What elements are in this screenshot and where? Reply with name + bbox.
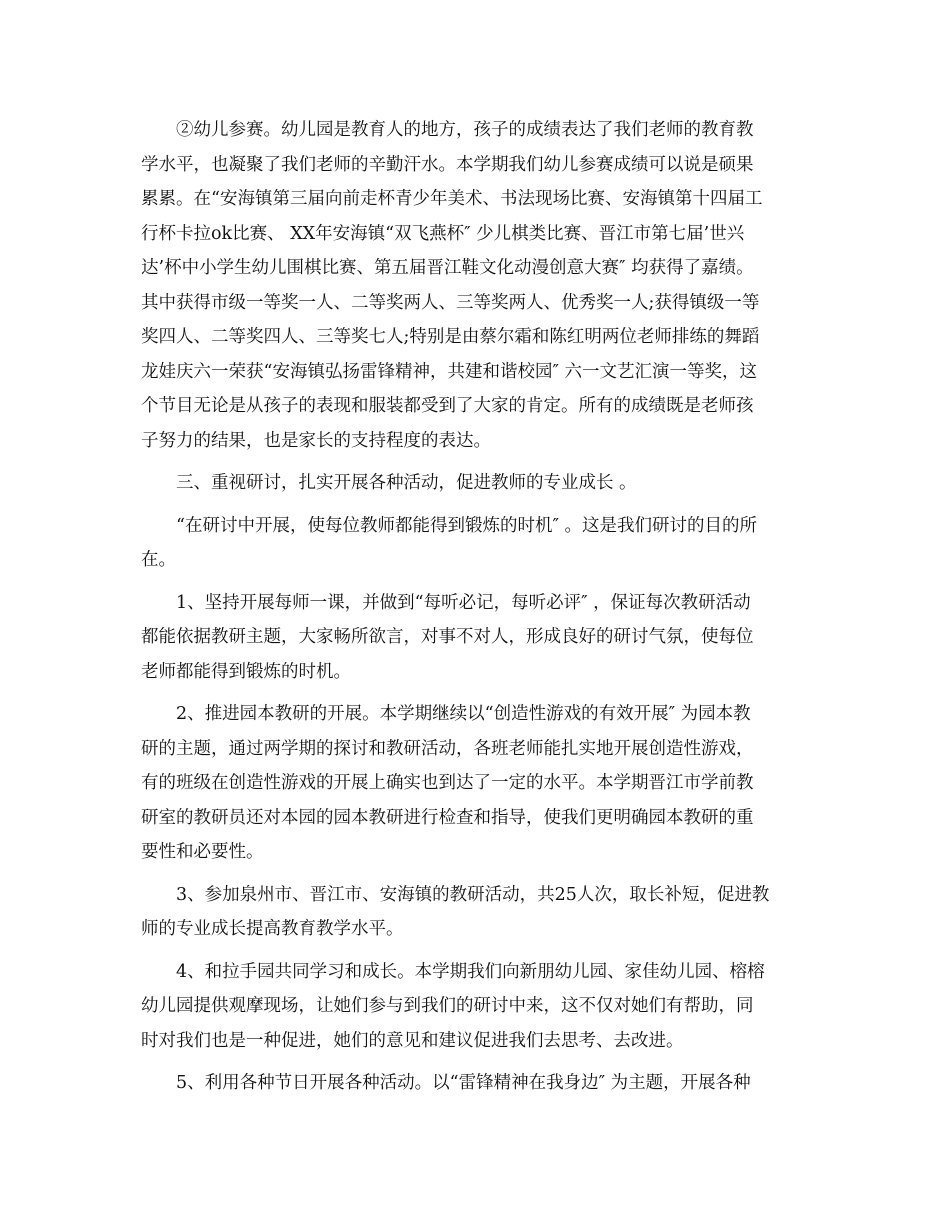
text-line: “在研讨中开展，使每位教师都能得到锻炼的时机″ 。这是我们研讨的目的所 (176, 515, 758, 536)
section-heading-research (141, 466, 816, 501)
text-line: 行杯卡拉ok比赛、 XX年安海镇“双飞燕杯″ 少儿棋类比赛、晋江市第七届’世兴 (141, 223, 745, 244)
text-line: 要性和必要性。 (141, 842, 264, 862)
section-heading: 三、重视研讨，扎实开展各种活动，促进教师的专业成长 。 (176, 473, 637, 493)
text-line: 累累。在“安海镇第三届向前走杯青少年美术、书法现场比赛、安海镇第十四届工 (141, 189, 763, 209)
text-line: 都能依据教研主题，大家畅所欲言，对事不对人，形成良好的研讨气氛，使每位 (141, 627, 754, 647)
paragraph-item-1 (141, 586, 816, 690)
text-line: 个节目无论是从孩子的表现和服装都受到了大家的肯定。所有的成绩既是老师孩 (141, 396, 754, 416)
document-body (141, 113, 816, 1101)
text-line: ②幼儿参赛。幼儿园是教育人的地方，孩子的成绩表达了我们老师的教育教 (176, 120, 754, 140)
paragraph-research-goal (141, 509, 816, 578)
text-line: 奖四人、二等奖四人、三等奖七人;特别是由蔡尔霜和陈红明两位老师排练的舞蹈 (141, 327, 760, 347)
text-line: 其中获得市级一等奖一人、二等奖两人、三等奖两人、优秀奖一人;获得镇级一等 (141, 292, 760, 313)
text-line: 达’杯中小学生幼儿围棋比赛、第五届晋江鞋文化动漫创意大赛″ 均获得了嘉绩。 (141, 258, 754, 278)
text-line: 学水平，也凝聚了我们老师的辛勤汗水。本学期我们幼儿参赛成绩可以说是硕果 (141, 154, 754, 175)
text-line: 幼儿园提供观摩现场，让她们参与到我们的研讨中来，这不仅对她们有帮助，同 (141, 996, 754, 1016)
text-line: 时对我们也是一种促进，她们的意见和建议促进我们去思考、去改进。 (141, 1030, 684, 1051)
text-line: 师的专业成长提高教育教学水平。 (141, 919, 404, 939)
text-line: 老师都能得到锻炼的时机。 (141, 661, 351, 682)
paragraph-children-competition (141, 113, 816, 458)
text-line: 5、利用各种节日开展各种活动。以“雷锋精神在我身边″ 为主题，开展各种 (176, 1073, 751, 1093)
text-line: 3、参加泉州市、晋江市、安海镇的教研活动，共25人次，取长补短，促进教 (176, 884, 770, 905)
text-line: 龙娃庆六一荣获“安海镇弘扬雷锋精神，共建和谐校园″ 六一文艺汇演一等奖，这 (141, 361, 758, 382)
paragraph-item-2 (141, 697, 816, 870)
text-line: 研的主题，通过两学期的探讨和教研活动，各班老师能扎实地开展创造性游戏， (141, 738, 754, 759)
paragraph-item-5 (141, 1066, 816, 1101)
paragraph-item-4 (141, 955, 816, 1059)
text-line: 子努力的结果，也是家长的支持程度的表达。 (141, 430, 491, 451)
text-line: 2、推进园本教研的开展。本学期继续以“创造性游戏的有效开展″ 为园本教 (176, 704, 751, 724)
text-line: 在。 (141, 550, 176, 570)
text-line: 研室的教研员还对本园的园本教研进行检查和指导，使我们更明确园本教研的重 (141, 807, 754, 828)
text-line: 有的班级在创造性游戏的开展上确实也到达了一定的水平。本学期晋江市学前教 (141, 773, 754, 793)
paragraph-item-3 (141, 878, 816, 947)
text-line: 4、和拉手园共同学习和成长。本学期我们向新朋幼儿园、家佳幼儿园、榕榕 (176, 961, 765, 982)
text-line: 1、坚持开展每师一课，并做到“每听必记，每听必评″ ，保证每次教研活动 (176, 592, 751, 613)
